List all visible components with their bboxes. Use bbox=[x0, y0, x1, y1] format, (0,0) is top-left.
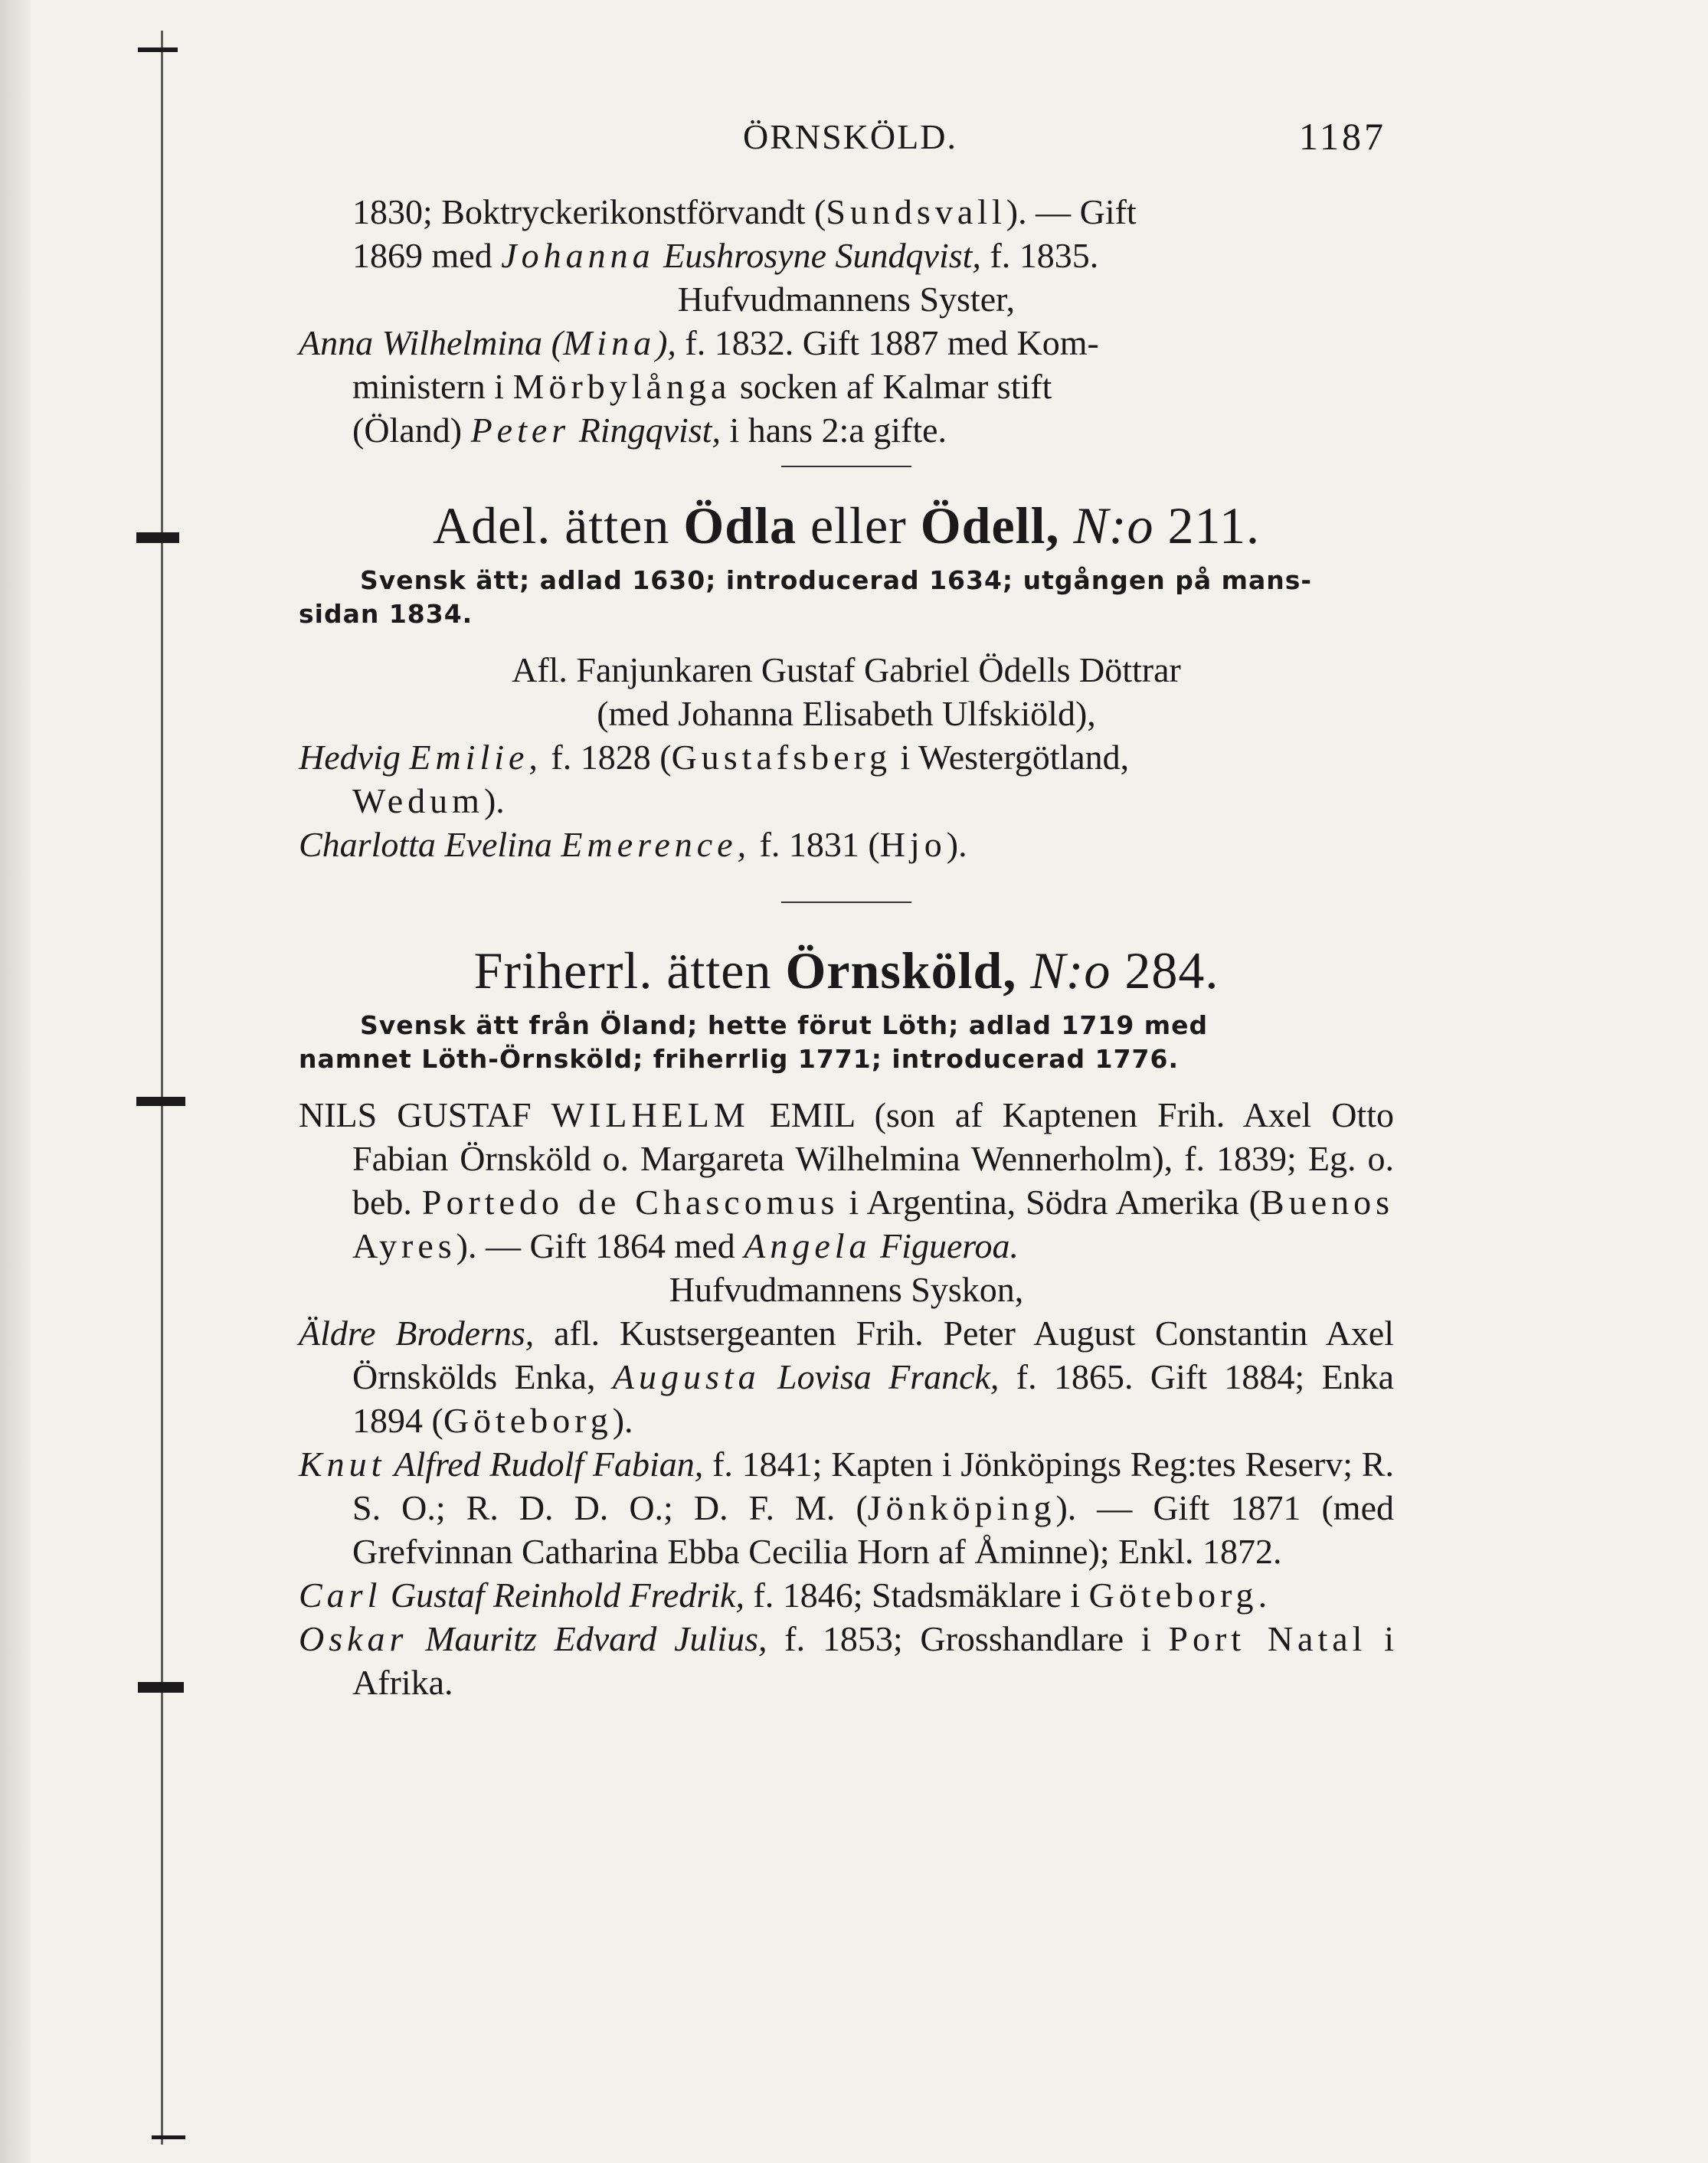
section-subheading: Afl. Fanjunkaren Gustaf Gabriel Ödells Döttrar bbox=[512, 650, 1181, 689]
margin-mark bbox=[136, 532, 179, 543]
family-heading: Friherrl. ätten Örnsköld, N:o 284. bbox=[473, 941, 1219, 1000]
margin-mark bbox=[138, 47, 178, 52]
margin-mark bbox=[136, 1097, 185, 1106]
person-entry: Knut Alfred Rudolf Fabian, f. 1841; Kapten i Jönköpings Reg:tes Reserv; R. S. O.; R. D. D. O.; D. F. M. (Jönköping). — Gift 1871 (med Grefvinnan Catharina Ebba Cecilia Horn af Åminne); Enkl. 1872. bbox=[299, 1445, 1395, 1571]
page-number: 1187 bbox=[1298, 115, 1386, 158]
running-title: ÖRNSKÖLD. bbox=[743, 117, 957, 156]
text-line: 1830; Boktryckerikonstförvandt (Sundsvall). — Gift bbox=[352, 192, 1137, 231]
family-section-odla bbox=[299, 493, 1394, 866]
person-entry: Äldre Broderns, afl. Kustsergeanten Frih. Peter August Constantin Axel Örnskölds Enka, Augusta Lovisa Franck, f. 1865. Gift 1884; Enka 1894 (Göteborg). bbox=[299, 1314, 1395, 1440]
margin-mark bbox=[138, 1682, 184, 1693]
text-line: 1869 med Johanna Eushrosyne Sundqvist, f. 1835. bbox=[352, 236, 1099, 275]
family-description: Svensk ätt från Öland; hette förut Löth; adlad 1719 med namnet Löth-Örnsköld; friherrlig 1771; introducerad 1776. bbox=[299, 1010, 1209, 1074]
book-binding-edge bbox=[0, 0, 31, 2163]
margin-rule bbox=[161, 31, 163, 2145]
section-subheading: (med Johanna Elisabeth Ulfskiöld), bbox=[597, 694, 1096, 733]
section-subheading: Hufvudmannens Syster, bbox=[677, 280, 1016, 319]
person-entry: Charlotta Evelina Emerence, f. 1831 (Hjo). bbox=[299, 825, 967, 864]
page-body bbox=[299, 115, 1394, 1704]
person-entry: Hedvig Emilie, f. 1828 (Gustafsberg i Westergötland, Wedum). bbox=[299, 738, 1130, 820]
family-heading: Adel. ätten Ödla eller Ödell, N:o 211. bbox=[433, 496, 1260, 555]
separator-rule bbox=[781, 466, 911, 467]
margin-mark bbox=[152, 2135, 185, 2139]
person-entry: Carl Gustaf Reinhold Fredrik, f. 1846; Stadsmäklare i Göteborg. bbox=[299, 1576, 1268, 1615]
separator-rule bbox=[781, 902, 911, 903]
person-entry: Anna Wilhelmina (Mina), f. 1832. Gift 1887 med Kom- ministern i Mörbylånga socken af Kalmar stift (Öland) Peter Ringqvist, i hans 2:a gifte. bbox=[299, 323, 1099, 450]
continuation-block bbox=[299, 190, 1394, 452]
family-description: Svensk ätt; adlad 1630; introducerad 1634; utgången på mans- sidan 1834. bbox=[299, 565, 1313, 629]
person-entry: Oskar Mauritz Edvard Julius, f. 1853; Grosshandlare i Port Natal i Afrika. bbox=[299, 1619, 1394, 1702]
section-subheading: Hufvudmannens Syskon, bbox=[669, 1270, 1024, 1309]
running-header bbox=[299, 115, 1394, 169]
head-of-family-entry: NILS GUSTAF WILHELM EMIL (son af Kaptenen Frih. Axel Otto Fabian Örnsköld o. Margareta Wilhelmina Wennerholm), f. 1839; Eg. o. beb. Portedo de Chascomus i Argentina, Södra Amerika (Buenos Ayres). — Gift 1864 med Angela Figueroa. bbox=[299, 1095, 1395, 1265]
family-section-ornskold bbox=[299, 938, 1394, 1704]
